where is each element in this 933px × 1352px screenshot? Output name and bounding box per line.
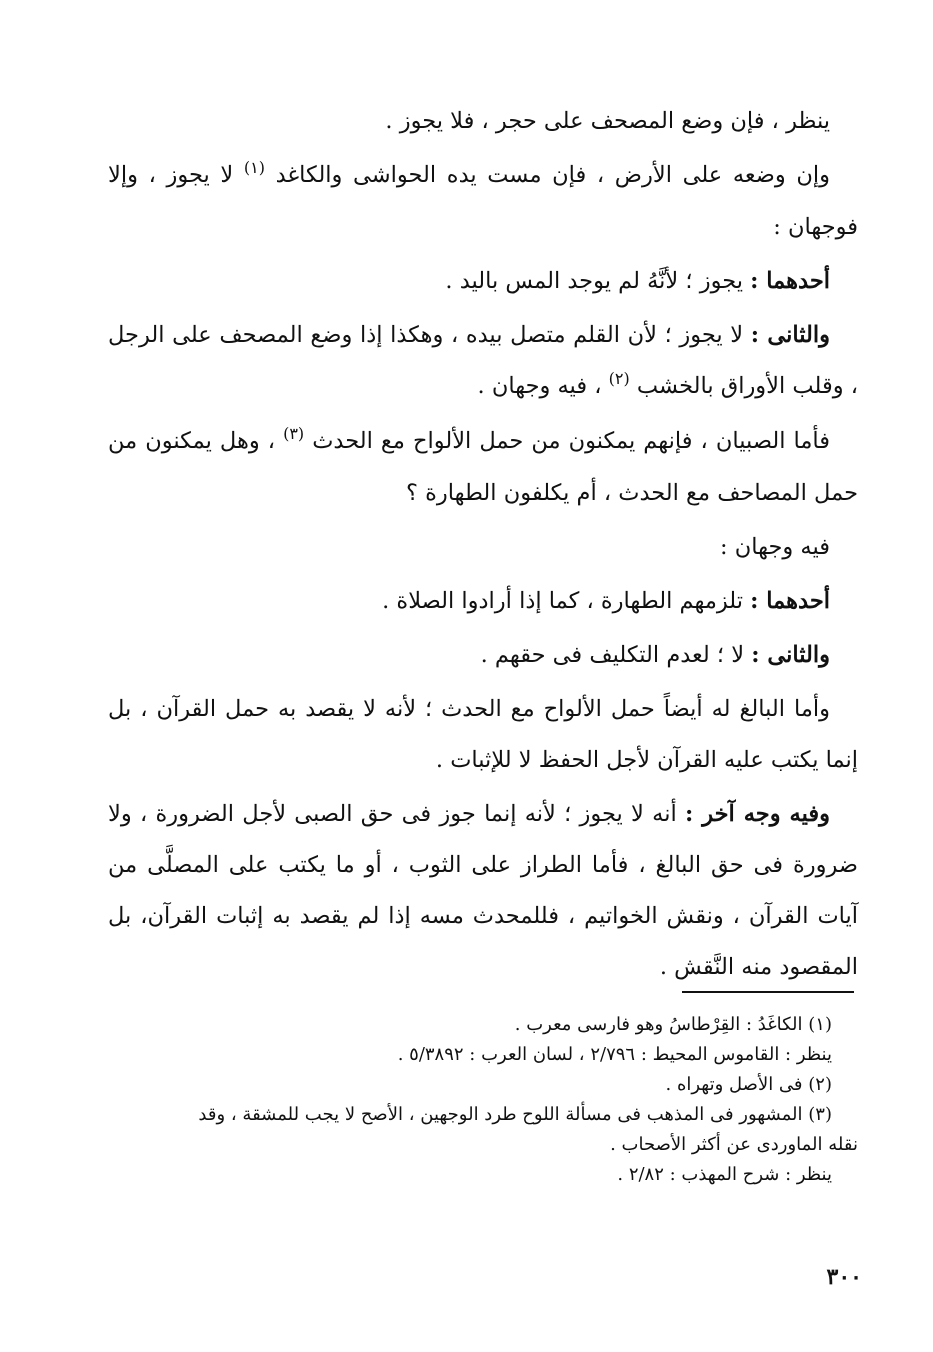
paragraph-lead: والثانى : xyxy=(750,322,830,348)
footnote-separator xyxy=(682,991,854,993)
paragraph-lead: وفيه وجه آخر : xyxy=(684,801,830,827)
footnote-line: ينظر : القاموس المحيط : ٢/٧٩٦ ، لسان العرب : ٥/٣٨٩٢ . xyxy=(397,1044,832,1065)
paragraph-lead: أحدهما : xyxy=(750,268,830,294)
paragraph-lead: أحدهما : xyxy=(750,588,830,614)
paragraph-7: أحدهما : تلزمهم الطهارة ، كما إذا أرادوا الصلاة . xyxy=(382,588,830,614)
main-text xyxy=(108,96,858,996)
footnote-ref-1: (١) xyxy=(243,158,265,177)
paragraph-6: فيه وجهان : xyxy=(719,534,830,560)
paragraph-8: والثانى : لا ؛ لعدم التكليف فى حقهم . xyxy=(480,642,830,668)
footnote-line: نقله الماوردى عن أكثر الأصحاب . xyxy=(610,1134,858,1155)
paragraph-lead: والثانى : xyxy=(751,642,830,668)
footnote-line: ينظر : شرح المهذب : ٢/٨٢ . xyxy=(617,1164,832,1185)
paragraph-3: أحدهما : يجوز ؛ لأنَّهُ لم يوجد المس باليد . xyxy=(445,268,830,294)
footnote-line: (٣) المشهور فى المذهب فى مسألة اللوح طرد الوجهين ، الأصح لا يجب للمشقة ، وقد xyxy=(198,1104,832,1125)
footnote-line: (٢) فى الأصل وتهراه . xyxy=(665,1074,832,1095)
paragraph-10: وفيه وجه آخر : أنه لا يجوز ؛ لأنه إنما جوز فى حق الصبى لأجل الضرورة ، ولا ضرورة فى حق البالغ ، فأما الطراز على الثوب ، أو ما يكتب على المصلَّى من آيات القرآن ، ونقش الخواتيم ، فللمحدث مسه إذا لم يقصد به إثبات القرآن، بل المقصود منه النَّقش . xyxy=(108,801,858,980)
footnote-ref-2: (٢) xyxy=(608,369,630,388)
paragraph-5: فأما الصبيان ، فإنهم يمكنون من حمل الألواح مع الحدث $^{(٣)}$ ، وهل يمكنون من حمل المصاحف مع الحدث ، أم يكلفون الطهارة ؟ xyxy=(108,424,858,506)
paragraph-1: ينظر ، فإن وضع المصحف على حجر ، فلا يجوز . xyxy=(385,108,830,134)
paragraph-2: وإن وضعه على الأرض ، فإن مست يده الحواشى والكاغد $^{(١)}$ لا يجوز ، وإلا فوجهان : xyxy=(108,158,858,240)
page-number: ٣٠٠ xyxy=(826,1264,862,1290)
footnote-ref-3: (٣) xyxy=(283,424,305,443)
paragraph-4: والثانى : لا يجوز ؛ لأن القلم متصل بيده ، وهكذا إذا وضع المصحف على الرجل ، وقلب الأوراق بالخشب $^{(٢)}$ ، فيه وجهان . xyxy=(108,322,858,399)
footnotes xyxy=(108,1010,858,1190)
paragraph-9: وأما البالغ له أيضاً حمل الألواح مع الحدث ؛ لأنه لا يقصد به حمل القرآن ، بل إنما يكتب عليه القرآن لأجل الحفظ لا للإثبات . xyxy=(108,696,858,773)
footnote-line: (١) الكاغَدُ : القِرْطاسُ وهو فارسى معرب . xyxy=(514,1014,832,1035)
